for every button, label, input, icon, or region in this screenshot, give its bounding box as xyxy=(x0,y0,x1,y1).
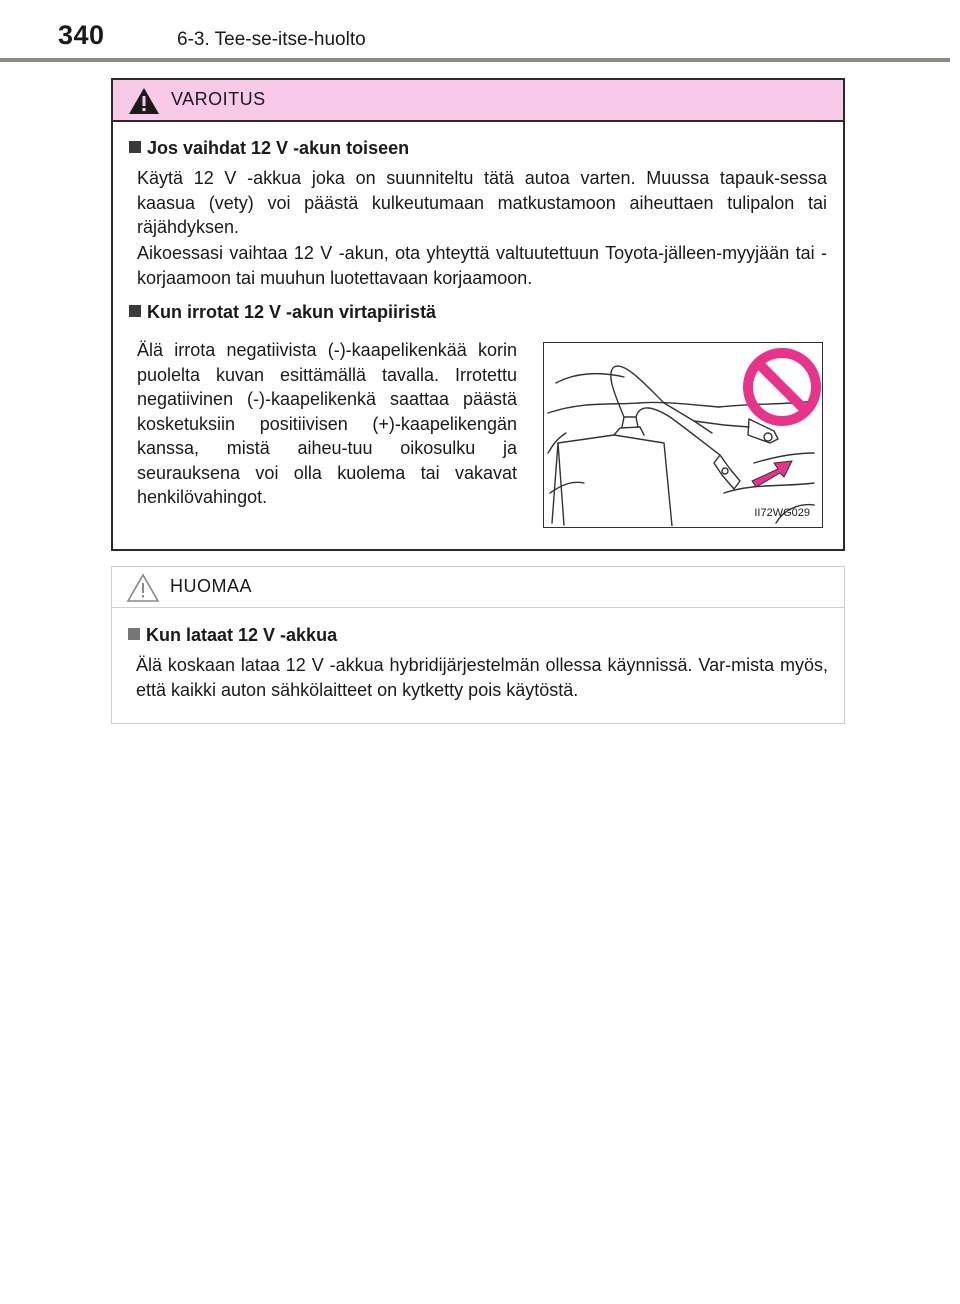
page-number: 340 xyxy=(58,20,105,50)
pointer-arrow xyxy=(752,461,792,487)
figure-code: II72WG029 xyxy=(754,507,810,519)
warning-paragraph-2: Aikoessasi vaihtaa 12 V -akun, ota yhteyttä valtuutettuun Toyota-jälleen-myyjään tai -korjaamoon tai muuhun luotettavaan korjaamoon. xyxy=(137,243,827,288)
battery-terminal-illustration xyxy=(543,342,823,528)
warning-heading-replace: Jos vaihdat 12 V -akun toiseen xyxy=(129,138,409,159)
warning-header xyxy=(113,80,843,122)
bullet-square-icon xyxy=(128,628,140,640)
notice-heading-charge: Kun lataat 12 V -akkua xyxy=(128,625,337,646)
warning-paragraph-1: Käytä 12 V -akkua joka on suunniteltu tätä autoa varten. Muussa tapauk-sessa kaasua (vety) voi päästä kulkeutumaan matkustamoon aiheuttaen tulipalon tai räjähdyksen. xyxy=(137,168,827,237)
notice-label: HUOMAA xyxy=(170,576,253,596)
warning-triangle-icon xyxy=(127,86,161,116)
warning-box xyxy=(111,78,845,551)
warning-paragraph-3: Älä irrota negatiivista (-)-kaapelikenkää korin puolelta kuvan esittämällä tavalla. Irrotettu negatiivinen (-)-kaapelikenkä saattaa päästä kosketuksiin positiivisen (+)-kaapelikengän kanssa, mistä aiheu-tuu oikosulku ja seurauksena voi olla kuolema tai vakavat henkilövahingot. xyxy=(137,340,517,507)
bullet-square-icon xyxy=(129,141,141,153)
bullet-square-icon xyxy=(129,305,141,317)
section-title: 6-3. Tee-se-itse-huolto xyxy=(177,29,366,50)
notice-box xyxy=(111,566,845,724)
notice-paragraph-1: Älä koskaan lataa 12 V -akkua hybridijärjestelmän ollessa käynnissä. Var-mista myös, että kaikki auton sähkölaitteet on kytketty pois käytöstä. xyxy=(136,655,828,700)
warning-heading-disconnect: Kun irrotat 12 V -akun virtapiiristä xyxy=(129,302,436,323)
warning-label: VAROITUS xyxy=(171,89,266,109)
prohibition-sign-icon xyxy=(748,353,816,421)
notice-header xyxy=(112,567,844,608)
caution-triangle-icon xyxy=(126,573,160,603)
battery-cable-drawing xyxy=(544,343,821,526)
header-rule xyxy=(0,58,950,62)
page-header xyxy=(0,0,960,60)
